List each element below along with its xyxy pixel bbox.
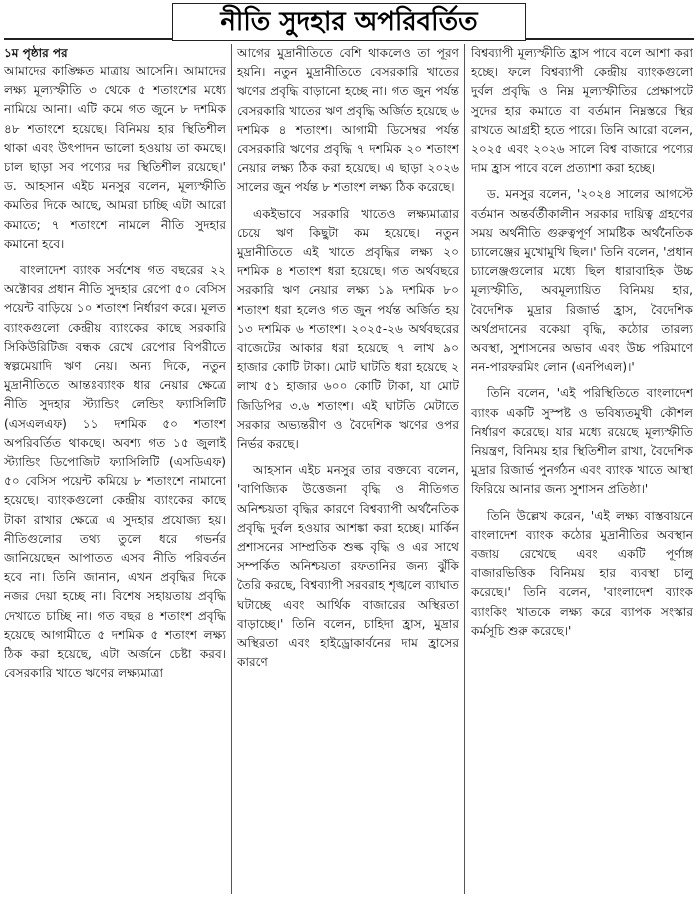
article-column-3 xyxy=(471,44,693,896)
paragraph: বিশ্বব্যাপী মূল্যস্ফীতি হ্রাস পাবে বলে আশা করা হচ্ছে। ফলে বিশ্বব্যাপী কেন্দ্রীয় ব্যাংকগুলো দুর্বল প্রবৃদ্ধি ও নিম্ন মূল্যস্ফীতির প্রেক্ষাপটে সুদের হার কমাতে বা বর্তমান নিম্নস্তরে স্থির রাখতে আগ্রহী হতে পারে। তিনি আরো বলেন, ২০২৫ এবং ২০২৬ সালে বিশ্ব বাজারে পণ্যের দাম হ্রাস পাবে বলে প্রত্যাশা করা হচ্ছে। xyxy=(471,46,693,176)
column-divider xyxy=(231,44,232,894)
article-column-1 xyxy=(4,44,226,896)
paragraph: তিনি উল্লেখ করেন, 'এই লক্ষ্য বাস্তবায়নে বাংলাদেশ ব্যাংক কঠোর মুদ্রানীতির অবস্থান বজায় রেখেছে এবং একটি পূর্ণাঙ্গ বাজারভিত্তিক বিনিময় হার ব্যবস্থা চালু করেছে।' তিনি বলেন, 'বাংলাদেশ ব্যাংক ব্যাংকিং খাতকে লক্ষ্য করে ব্যাপক সংস্কার কর্মসূচি শুরু করেছে।' xyxy=(471,508,693,638)
headline-rule-right xyxy=(526,38,694,40)
article-headline: নীতি সুদহার অপরিবর্তিত xyxy=(220,7,478,37)
paragraph: আহসান এইচ মনসুর তার বক্তব্যে বলেন, 'বাণিজ্যিক উত্তেজনা বৃদ্ধি ও নীতিগত অনিশ্চয়তা বৃদ্ধির কারণে বিশ্বব্যাপী অর্থনৈতিক প্রবৃদ্ধি দুর্বল হওয়ার আশঙ্কা করা হচ্ছে। মার্কিন প্রশাসনের সাম্প্রতিক শুল্ক বৃদ্ধি ও এর সাথে সম্পর্কিত অনিশ্চয়তা রফতানির জন্য ঝুঁকি তৈরি করছে, বিশ্বব্যাপী সরবরাহ শৃঙ্খলে ব্যাঘাত ঘটাচ্ছে এবং আর্থিক বাজারের অস্থিরতা বাড়াচ্ছে।' তিনি বলেন, চাহিদা হ্রাস, মুদ্রার অস্থিরতা এবং হাইড্রোকার্বনের দাম হ্রাসের কারণে xyxy=(237,463,459,670)
paragraph: আমাদের কাঙ্ক্ষিত মাত্রায় আসেনি। আমাদের লক্ষ্য মূল্যস্ফীতি ৩ থেকে ৫ শতাংশের মধ্যে নামিয়ে আনা। এটি কমে গত জুনে ৮ দশমিক ৪৮ শতাংশে হয়েছে। বিনিময় হার স্থিতিশীল থাকা এবং উৎপাদন ভালো হওয়ায় তা কমছে। চাল ছাড়া সব পণ্যের দর স্থিতিশীল রয়েছে।' ড. আহসান এইচ মনসুর বলেন, মূল্যস্ফীতি কমতির দিকে আছে, আমরা চাচ্ছি এটা আরো কমাতে; ৭ শতাংশে নামলে নীতি সুদহার কমানো হবে। xyxy=(4,64,226,251)
paragraph: ড. মনসুর বলেন, '২০২৪ সালের আগস্টে বর্তমান অন্তর্বর্তীকালীন সরকার দায়িত্ব গ্রহণের সময় অর্থনীতি গুরুত্বপূর্ণ সামষ্টিক অর্থনৈতিক চ্যালেঞ্জের মুখোমুখি ছিল।' তিনি বলেন, 'প্রধান চ্যালেঞ্জগুলোর মধ্যে ছিল ধারাবাহিক উচ্চ মূল্যস্ফীতি, অবমূল্যায়িত বিনিময় হার, বৈদেশিক মুদ্রার রিজার্ভ হ্রাস, বৈদেশিক অর্থপ্রদানের বকেয়া বৃদ্ধি, কঠোর তারল্য অবস্থা, সুশাসনের অভাব এবং উচ্চ পরিমাণে নন-পারফরমিং লোন (এনপিএল)।' xyxy=(471,187,693,375)
paragraph: একইভাবে সরকারি খাতেও লক্ষ্যমাত্রার চেয়ে ঋণ কিছুটা কম হয়েছে। নতুন মুদ্রানীতিতে এই খাতে প্রবৃদ্ধির লক্ষ্য ২০ দশমিক ৪ শতাংশ ধরা হয়েছে। গত অর্থবছরে সরকারি ঋণ নেয়ার লক্ষ্য ১৯ দশমিক ৮০ শতাংশ ধরা হলেও গত জুন পর্যন্ত অর্জিত হয় ১৩ দশমিক ৬ শতাংশ। ২০২৫-২৬ অর্থবছরের বাজেটের আকার ধরা হয়েছে ৭ লাখ ৯০ হাজার কোটি টাকা। মোট ঘাটতি ধরা হয়েছে ২ লাখ ৫১ হাজার ৬০০ কোটি টাকা, যা মোট জিডিপির ৩.৬ শতাংশ। এই ঘাটতি মেটাতে সরকার অভ্যন্তরীণ ও বৈদেশিক ঋণের ওপর নির্ভর করছে। xyxy=(237,206,459,452)
paragraph: বাংলাদেশ ব্যাংক সর্বশেষ গত বছরের ২২ অক্টোবর প্রধান নীতি সুদহার রেপো ৫০ বেসিস পয়েন্ট বাড়িয়ে ১০ শতাংশ নির্ধারণ করে। মূলত ব্যাংকগুলো কেন্দ্রীয় ব্যাংকের কাছে সরকারি সিকিউরিটিজ বন্ধক রেখে রেপোর বিপরীতে স্বল্পমেয়াদি ঋণ নেয়। অন্য দিকে, নতুন মুদ্রানীতিতে আন্তঃব্যাংক ধার নেয়ার ক্ষেত্রে নীতি সুদহার স্ট্যান্ডিং লেন্ডিং ফ্যাসিলিটি (এসএলএফ) ১১ দশমিক ৫০ শতাংশ অপরিবর্তিত থাকছে। অবশ্য গত ১৫ জুলাই স্ট্যান্ডিং ডিপোজিট ফ্যাসিলিটি (এসডিএফ) ৫০ বেসিস পয়েন্ট কমিয়ে ৮ শতাংশে নামানো হয়েছে। ব্যাংকগুলো কেন্দ্রীয় ব্যাংকের কাছে টাকা রাখার ক্ষেত্রে এ সুদহার প্রযোজ্য হয়। নীতিগুলোর তথ্য তুলে ধরে গভর্নর জানিয়েছেন আপাতত এসব নীতি পরিবর্তন হবে না। তিনি জানান, এখন প্রবৃদ্ধির দিকে নজর দেয়া হচ্ছে না। বিশেষ সহায়তায় প্রবৃদ্ধি দেখাতে চাচ্ছি না। গত বছর ৪ শতাংশ প্রবৃদ্ধি হয়েছে আগামীতে ৫ দশমিক ৫ শতাংশ লক্ষ্য ঠিক করা হয়েছে, এটা অর্জনে চেষ্টা করব। বেসরকারি খাতে ঋণের লক্ষ্যমাত্রা xyxy=(4,263,226,681)
article-column-2 xyxy=(237,44,459,896)
paragraph: তিনি বলেন, 'এই পরিস্থিতিতে বাংলাদেশ ব্যাংক একটি সুস্পষ্ট ও ভবিষ্যতমুখী কৌশল নির্ধারণ করেছে। যার মধ্যে রয়েছে মূল্যস্ফীতি নিয়ন্ত্রণ, বিনিময় হার স্থিতিশীল রাখা, বৈদেশিক মুদ্রার রিজার্ভ পুনর্গঠন এবং ব্যাংক খাতে আস্থা ফিরিয়ে আনার জন্য সুশাসন প্রতিষ্ঠা।' xyxy=(471,386,693,497)
column-divider xyxy=(464,44,465,894)
headline-rule-left xyxy=(4,38,172,40)
headline-box xyxy=(172,3,526,41)
continued-label: ১ম পৃষ্ঠার পর xyxy=(4,46,68,60)
paragraph: আগের মুদ্রানীতিতে বেশি থাকলেও তা পূরণ হয়নি। নতুন মুদ্রানীতিতে বেসরকারি খাতের ঋণের প্রবৃদ্ধি বাড়ানো হচ্ছে না। গত জুন পর্যন্ত বেসরকারি খাতের ঋণ প্রবৃদ্ধি অর্জিত হয়েছে ৬ দশমিক ৪ শতাংশ। আগামী ডিসেম্বর পর্যন্ত বেসরকারি ঋণের প্রবৃদ্ধি ৭ দশমিক ২০ শতাংশ নেয়ার লক্ষ্য ঠিক করা হয়েছে। এ ছাড়া ২০২৬ সালের জুন পর্যন্ত ৮ শতাংশ লক্ষ্য ঠিক করেছে। xyxy=(237,46,459,195)
